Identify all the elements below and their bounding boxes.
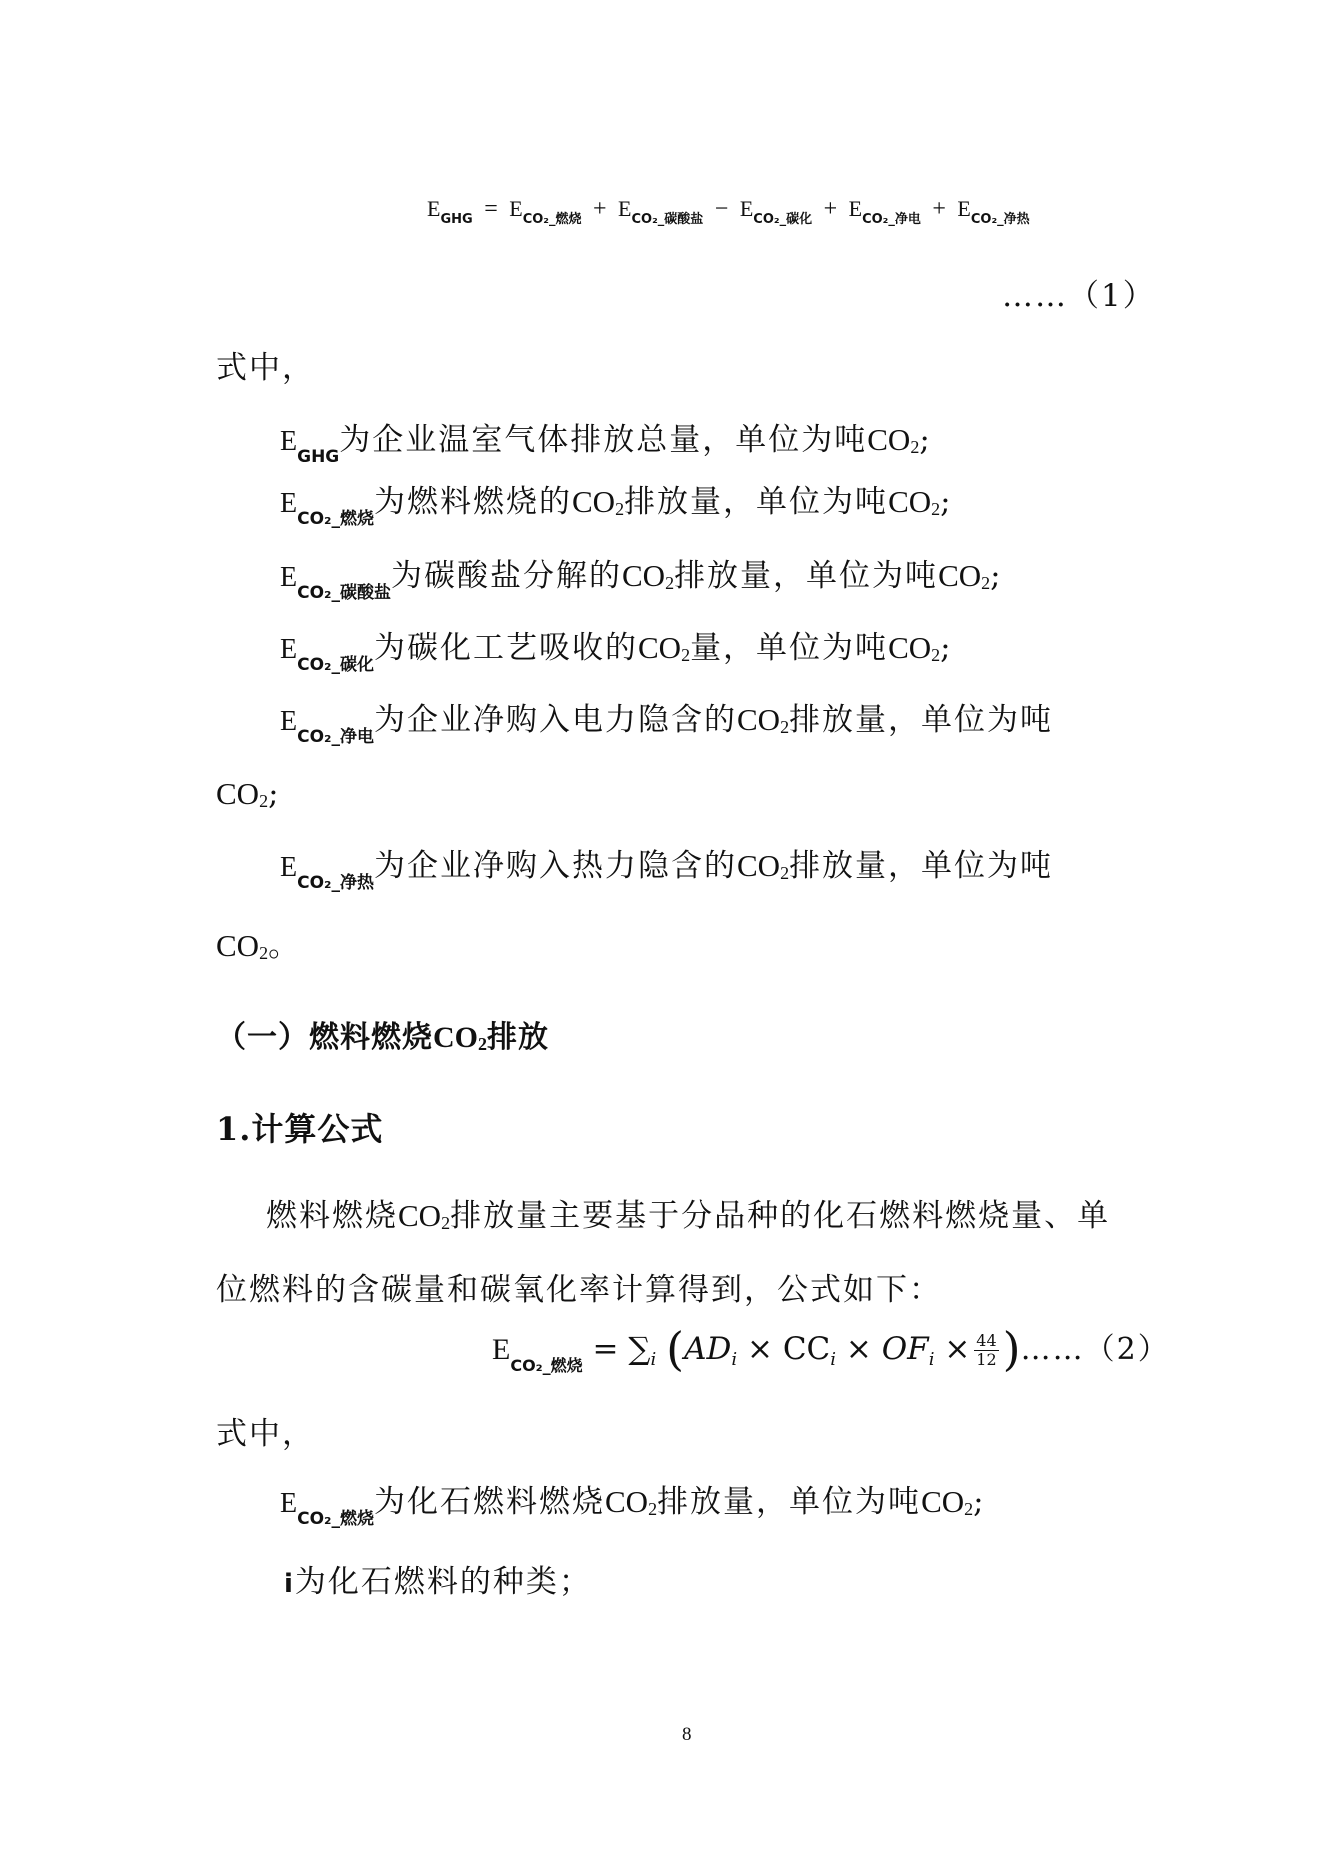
para-co2-base: CO (398, 1198, 442, 1233)
eq2-ad: AD (684, 1331, 732, 1367)
eq2-sum: ∑ (628, 1331, 651, 1367)
def-5-cont-end: 。 (268, 928, 302, 964)
def-0-co2-base: CO (867, 422, 911, 457)
eq2-sub: CO₂_燃烧 (510, 1356, 583, 1375)
def-e-ghg (280, 414, 932, 467)
def-4-sub: CO₂_净电 (297, 727, 374, 747)
def2-0-co2-base: CO (921, 1484, 965, 1519)
page-number: 8 (682, 1724, 692, 1745)
eq1-lhs-sub: GHG (440, 212, 473, 227)
para-line1-a: 燃料燃烧 (266, 1198, 398, 1234)
def-e-co2-net-heat-cont (216, 920, 301, 965)
section-title-a: （一）燃料燃烧 (216, 1020, 433, 1055)
def-1-text2: 排放量，单位为吨 (624, 484, 889, 520)
def-5-co2a-base: CO (736, 848, 781, 883)
def-0-text: 为企业温室气体排放总量，单位为吨 (339, 422, 868, 458)
def-0-E: E (280, 426, 298, 457)
para-co2 (398, 1198, 450, 1233)
equation-1 (427, 196, 1030, 227)
def2-1-text: 为化石燃料的种类； (294, 1564, 592, 1600)
def-4-text2: 排放量，单位为吨 (789, 702, 1054, 738)
def-1-end: ; (940, 484, 953, 520)
def-5-cont-co2-base: CO (216, 928, 260, 963)
def-5-cont-co2 (216, 928, 268, 963)
eq1-lhs-E: E (427, 196, 441, 221)
def-4-text: 为企业净购入电力隐含的 (373, 702, 737, 738)
def-0-end: ; (919, 422, 932, 458)
def-1-co2a (572, 484, 624, 519)
eq2-of-sub: i (928, 1349, 935, 1370)
def-2-end: ; (990, 558, 1003, 594)
para-line1-b: 排放量主要基于分品种的化石燃料燃烧量、单 (450, 1198, 1111, 1234)
def-1-text: 为燃料燃烧的 (373, 484, 572, 520)
def-5-E: E (280, 852, 298, 883)
eq1-term-1-E: E (618, 196, 632, 221)
def-3-co2a-sub: 2 (681, 645, 691, 665)
equation-2-number: ……（2） (1020, 1332, 1170, 1367)
eq1-term-3-sub: CO₂_净电 (862, 212, 921, 227)
def-3-end: ; (940, 630, 953, 666)
eq1-term-2 (739, 196, 813, 227)
def-e-co2-net-electricity-cont (216, 776, 281, 812)
def-4-E: E (280, 706, 298, 737)
def-2-co2 (938, 558, 990, 593)
eq1-term-3 (848, 196, 921, 227)
def2-1-prefix: i (284, 1569, 295, 1599)
def-e-co2-net-electricity (280, 694, 1053, 747)
def-e-co2-carbonate (280, 550, 1003, 603)
def-5-text2: 排放量，单位为吨 (789, 848, 1054, 884)
def-3-sub: CO₂_碳化 (297, 655, 374, 675)
def-5-text: 为企业净购入热力隐含的 (373, 848, 737, 884)
def-1-co2-sub: 2 (931, 499, 941, 519)
eq1-term-1-sub: CO₂_碳酸盐 (631, 212, 704, 227)
eq1-term-4-E: E (957, 196, 971, 221)
def2-0-E: E (280, 1488, 298, 1519)
def2-0-co2a-base: CO (604, 1484, 649, 1519)
def-5-co2a (737, 848, 789, 883)
equation-1-number: ……（1） (1002, 278, 1156, 314)
def-4-cont-co2-sub: 2 (259, 791, 269, 811)
eq2-ad-sub: i (731, 1349, 738, 1370)
section-title-co2-base: CO (433, 1021, 478, 1054)
eq1-term-0-sub: CO₂_燃烧 (522, 212, 582, 227)
paragraph-line-1 (266, 1190, 1110, 1235)
def-4-co2a-sub: 2 (780, 717, 790, 737)
def-3-co2-base: CO (888, 630, 932, 665)
section-title-co2-sub: 2 (478, 1034, 487, 1054)
def-2-E: E (280, 562, 298, 593)
eq2-frac-num: 44 (976, 1331, 997, 1350)
section-title-b: 排放 (487, 1020, 549, 1055)
def-3-co2a (638, 630, 690, 665)
eq2-times-3: × (944, 1331, 971, 1367)
eq2-fraction (974, 1332, 998, 1369)
def-3-text2: 量，单位为吨 (690, 630, 889, 666)
def-2-co2-base: CO (938, 558, 982, 593)
equation-2 (492, 1322, 1170, 1376)
eq1-term-1 (618, 196, 704, 227)
def-4-cont-end: ; (268, 776, 281, 812)
eq2-close-paren: ) (1002, 1322, 1021, 1376)
def-2-co2a (622, 558, 674, 593)
eq2-cc: CC (782, 1331, 831, 1367)
def-3-co2 (888, 630, 940, 665)
def-e-co2-carbonation (280, 622, 953, 675)
def2-0-co2-sub: 2 (964, 1499, 974, 1519)
def2-0-end: ; (973, 1484, 986, 1520)
def2-0-co2 (921, 1484, 973, 1519)
eq1-term-2-E: E (739, 196, 754, 221)
eq1-term-3-E: E (848, 196, 863, 221)
eq1-op-4: + (932, 196, 946, 222)
def-2-text2: 排放量，单位为吨 (674, 558, 939, 594)
eq2-frac-den: 12 (976, 1350, 997, 1369)
def-3-E: E (280, 634, 298, 665)
def2-0-co2a-sub: 2 (648, 1499, 658, 1519)
def-e-co2-net-heat (280, 840, 1053, 893)
def2-i (284, 1556, 592, 1601)
paragraph-line-2: 位燃料的含碳量和碳氧化率计算得到，公式如下： (216, 1272, 942, 1308)
def-0-co2-sub: 2 (910, 437, 920, 457)
def-4-cont-co2-base: CO (216, 776, 260, 811)
section-title-co2 (433, 1021, 487, 1054)
def-e-co2-combustion (280, 476, 953, 529)
eq2-cc-sub: i (830, 1349, 837, 1370)
def2-0-sub: CO₂_燃烧 (297, 1509, 374, 1529)
def-5-sub: CO₂_净热 (297, 873, 374, 893)
eq1-op-3: + (823, 196, 838, 222)
eq1-term-0 (509, 196, 582, 227)
def-1-co2-base: CO (888, 484, 932, 519)
eq1-term-4-sub: CO₂_净热 (970, 212, 1030, 227)
eq1-term-2-sub: CO₂_碳化 (753, 212, 813, 227)
eq2-times-1: × (746, 1331, 773, 1367)
def-0-co2 (867, 422, 919, 457)
def-2-co2a-sub: 2 (665, 573, 675, 593)
eq2-of: OF (881, 1331, 929, 1367)
def-0-sub: GHG (297, 447, 340, 467)
eq2-equals: = (592, 1331, 619, 1367)
eq2-times-2: × (845, 1331, 872, 1367)
eq1-op-1: + (592, 196, 607, 222)
para-co2-sub: 2 (441, 1213, 451, 1233)
def-5-co2a-sub: 2 (780, 863, 790, 883)
def-2-co2-sub: 2 (981, 573, 991, 593)
def2-0-text: 为化石燃料燃烧 (373, 1484, 605, 1520)
def-3-co2a-base: CO (637, 630, 682, 665)
def-4-co2a (737, 702, 789, 737)
def-1-co2a-base: CO (571, 484, 616, 519)
def-2-co2a-base: CO (621, 558, 666, 593)
eq2-E: E (492, 1333, 511, 1366)
def2-e-co2-combustion (280, 1476, 986, 1529)
def-1-E: E (280, 488, 298, 519)
eq1-equals: = (484, 196, 498, 222)
def-4-cont-co2 (216, 776, 268, 811)
def-2-text: 为碳酸盐分解的 (390, 558, 622, 594)
def-4-co2a-base: CO (736, 702, 781, 737)
def-1-co2a-sub: 2 (615, 499, 625, 519)
eq1-term-4 (957, 196, 1030, 227)
def2-0-co2a (605, 1484, 657, 1519)
def-1-co2 (888, 484, 940, 519)
eq1-op-2: − (714, 196, 729, 222)
def-3-text: 为碳化工艺吸收的 (373, 630, 638, 666)
def-5-cont-co2-sub: 2 (259, 943, 269, 963)
where-label-2: 式中， (216, 1416, 315, 1452)
def-2-sub: CO₂_碳酸盐 (297, 583, 391, 603)
eq1-term-0-E: E (509, 196, 523, 221)
eq2-open-paren: ( (666, 1322, 685, 1376)
eq2-sum-sub: i (650, 1349, 657, 1370)
section-heading (216, 1012, 549, 1056)
def-1-sub: CO₂_燃烧 (297, 509, 374, 529)
where-label-1: 式中， (216, 350, 315, 386)
subsection-heading: 1.计算公式 (216, 1110, 384, 1148)
def-3-co2-sub: 2 (931, 645, 941, 665)
def2-0-text2: 排放量，单位为吨 (657, 1484, 922, 1520)
